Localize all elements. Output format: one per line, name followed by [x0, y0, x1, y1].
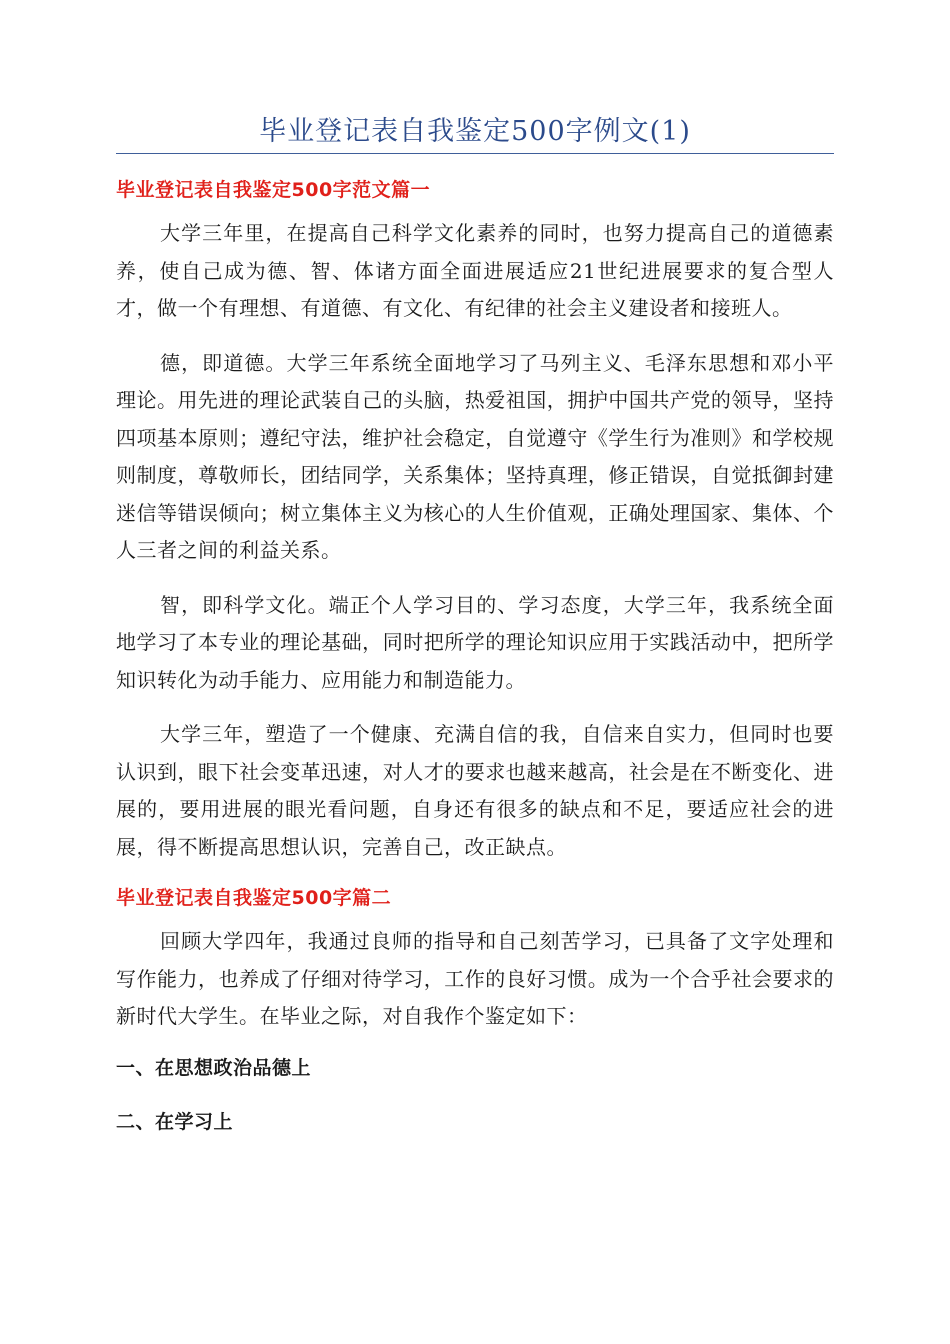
paragraph: 智，即科学文化。端正个人学习目的、学习态度，大学三年，我系统全面地学习了本专业的理论基础，同时把所学的理论知识应用于实践活动中，把所学知识转化为动手能力、应用能力和制造能力。: [116, 592, 834, 692]
section-heading-2: 毕业登记表自我鉴定500字篇二: [116, 887, 392, 909]
document-body: [116, 175, 834, 1161]
title-underline: [116, 153, 834, 154]
paragraph: 大学三年里，在提高自己科学文化素养的同时，也努力提高自己的道德素养，使自己成为德、智、体诸方面全面进展适应21世纪进展要求的复合型人才，做一个有理想、有道德、有文化、有纪律的社会主义建设者和接班人。: [116, 221, 834, 320]
paragraph: 大学三年，塑造了一个健康、充满自信的我，自信来自实力，但同时也要认识到，眼下社会变革迅速，对人才的要求也越来越高，社会是在不断变化、进展的，要用进展的眼光看问题，自身还有很多的缺点和不足，要适应社会的进展，得不断提高思想认识，完善自己，改正缺点。: [116, 722, 834, 859]
sub-heading: 一、在思想政治品德上: [116, 1056, 312, 1079]
sub-heading: 二、在学习上: [116, 1110, 234, 1133]
paragraph: 德，即道德。大学三年系统全面地学习了马列主义、毛泽东思想和邓小平理论。用先进的理论武装自己的头脑，热爱祖国，拥护中国共产党的领导，坚持四项基本原则；遵纪守法，维护社会稳定，自觉遵守《学生行为准则》和学校规则制度，尊敬师长，团结同学，关系集体；坚持真理，修正错误，自觉抵御封建迷信等错误倾向；树立集体主义为核心的人生价值观，正确处理国家、集体、个人三者之间的利益关系。: [116, 350, 834, 562]
document-title: 毕业登记表自我鉴定500字例文(1): [259, 116, 691, 147]
paragraph: 回顾大学四年，我通过良师的指导和自己刻苦学习，已具备了文字处理和写作能力，也养成了仔细对待学习，工作的良好习惯。成为一个合乎社会要求的新时代大学生。在毕业之际，对自我作个鉴定如下：: [116, 929, 834, 1028]
section-heading-1: 毕业登记表自我鉴定500字范文篇一: [116, 179, 431, 201]
